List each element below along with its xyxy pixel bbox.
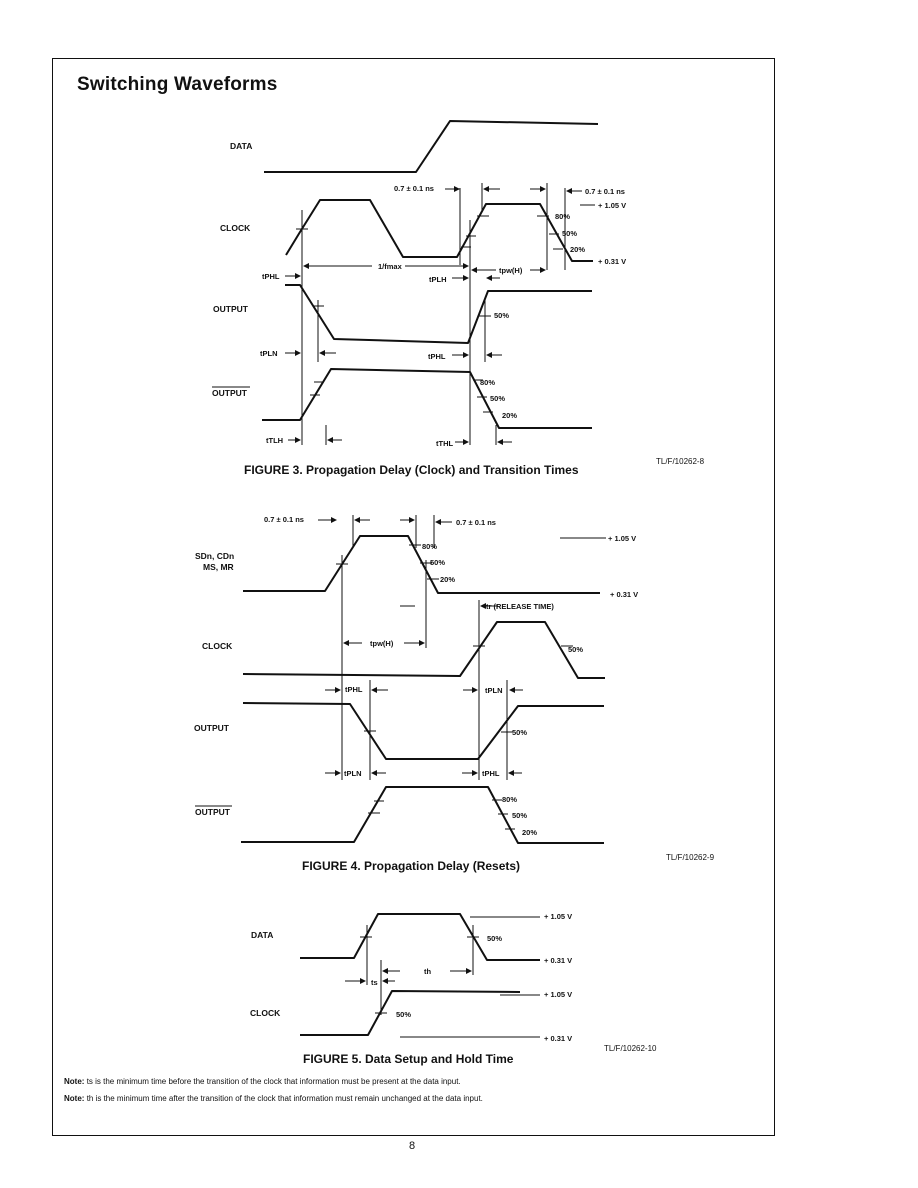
- fig3-data-wave: [264, 121, 598, 172]
- fig5-clk-vhigh: + 1.05 V: [544, 990, 573, 999]
- fig3-outb-p20: 20%: [502, 411, 518, 420]
- fig4-out-ticks: [364, 731, 513, 732]
- figure-3: [212, 121, 705, 477]
- fig4-crossing-ticks: [336, 545, 573, 646]
- fig4-reset-label: SDn, CDn: [195, 551, 235, 561]
- fig3-ttlh: tTLH: [266, 436, 284, 445]
- fig5-data-p50: 50%: [487, 934, 503, 943]
- fig3-out-p50: 50%: [494, 311, 510, 320]
- fig4-outputb-label: OUTPUT: [195, 807, 230, 817]
- fig4-clock-label: CLOCK: [202, 641, 233, 651]
- fig5-clock-label: CLOCK: [250, 1008, 281, 1018]
- fig3-p20: 20%: [570, 245, 586, 254]
- fig4-vlow: + 0.31 V: [610, 590, 639, 599]
- fig3-rise-right: 0.7 ± 0.1 ns: [585, 187, 625, 196]
- fig5-clk-vlow: + 0.31 V: [544, 1034, 573, 1043]
- fig3-outputb-label: OUTPUT: [212, 388, 247, 398]
- fig4-outb-p20: 20%: [522, 828, 538, 837]
- fig4-out-p50: 50%: [512, 728, 528, 737]
- fig3-outputb-wave: [262, 369, 592, 428]
- fig3-outb-p80: 80%: [480, 378, 496, 387]
- fig4-release: tr (RELEASE TIME): [486, 602, 554, 611]
- fig3-rise-left: 0.7 ± 0.1 ns: [394, 184, 434, 193]
- fig4-tpw: tpw(H): [370, 639, 394, 648]
- fig3-tphl-left: tPHL: [262, 272, 280, 281]
- fig4-outb-p80: 80%: [502, 795, 518, 804]
- fig3-tpw: tpw(H): [499, 266, 523, 275]
- fig5-ref: TL/F/10262-10: [604, 1044, 657, 1053]
- fig4-tphl-low: tPHL: [482, 769, 500, 778]
- fig5-caption: FIGURE 5. Data Setup and Hold Time: [303, 1052, 514, 1066]
- note-setup: [64, 1077, 461, 1086]
- fig3-tthl: tTHL: [436, 439, 454, 448]
- fig5-data-vlow: + 0.31 V: [544, 956, 573, 965]
- page-title: Switching Waveforms: [77, 74, 278, 95]
- fig4-output-label: OUTPUT: [194, 723, 229, 733]
- fig3-p80: 80%: [555, 212, 571, 221]
- fig4-outb-p50: 50%: [512, 811, 528, 820]
- fig4-ms-label: MS, MR: [203, 562, 234, 572]
- fig4-rise-left: 0.7 ± 0.1 ns: [264, 515, 304, 524]
- fig5-data-wave: [300, 914, 540, 960]
- fig3-data-label: DATA: [230, 141, 253, 151]
- fig4-tpln-low: tPLN: [344, 769, 362, 778]
- fig5-data-vhigh: + 1.05 V: [544, 912, 573, 921]
- fig4-p50: 50%: [430, 558, 446, 567]
- fig4-rise-right: 0.7 ± 0.1 ns: [456, 518, 496, 527]
- fig4-p80: 80%: [422, 542, 438, 551]
- fig4-tpln: tPLN: [485, 686, 503, 695]
- fig3-caption: FIGURE 3. Propagation Delay (Clock) and Transition Times: [244, 463, 579, 477]
- note-hold: [64, 1094, 483, 1103]
- fig5-data-label: DATA: [251, 930, 274, 940]
- fig3-vhigh: + 1.05 V: [598, 201, 627, 210]
- fig3-vlow: + 0.31 V: [598, 257, 627, 266]
- fig5-ts: ts: [371, 978, 378, 987]
- fig3-ref: TL/F/10262-8: [656, 457, 705, 466]
- fig3-outb-p50: 50%: [490, 394, 506, 403]
- fig3-clock-label: CLOCK: [220, 223, 251, 233]
- fig3-crossing-ticks: [296, 216, 563, 412]
- fig3-output-label: OUTPUT: [213, 304, 248, 314]
- fig4-ref: TL/F/10262-9: [666, 853, 715, 862]
- fig4-clock-wave: [243, 622, 605, 678]
- fig4-clk-p50: 50%: [568, 645, 584, 654]
- fig3-fmax: 1/fmax: [378, 262, 402, 271]
- note-text: ts is the minimum time before the transition of the clock that information must be present at the data input.: [86, 1077, 461, 1086]
- fig4-outb-ticks: [368, 800, 515, 829]
- note-label: Note:: [64, 1094, 85, 1103]
- fig5-clk-p50: 50%: [396, 1010, 412, 1019]
- fig5-th: th: [424, 967, 432, 976]
- fig4-vhigh: + 1.05 V: [608, 534, 637, 543]
- page-number: 8: [409, 1140, 416, 1152]
- fig3-output-wave: [285, 285, 592, 343]
- figure-4: [194, 515, 715, 873]
- fig4-output-wave: [243, 703, 604, 759]
- fig4-outputb-wave: [241, 787, 604, 843]
- fig4-tphl: tPHL: [345, 685, 363, 694]
- note-text: th is the minimum time after the transition of the clock that information must remain unchanged at the data input.: [86, 1094, 483, 1103]
- fig3-p50: 50%: [562, 229, 578, 238]
- fig3-tphl-mid: tPHL: [428, 352, 446, 361]
- fig4-p20: 20%: [440, 575, 456, 584]
- fig4-caption: FIGURE 4. Propagation Delay (Resets): [302, 859, 521, 873]
- fig3-tpln-left: tPLN: [260, 349, 278, 358]
- note-label: Note:: [64, 1077, 85, 1086]
- fig3-tplh-mid: tPLH: [429, 275, 447, 284]
- figure-5: [250, 912, 657, 1066]
